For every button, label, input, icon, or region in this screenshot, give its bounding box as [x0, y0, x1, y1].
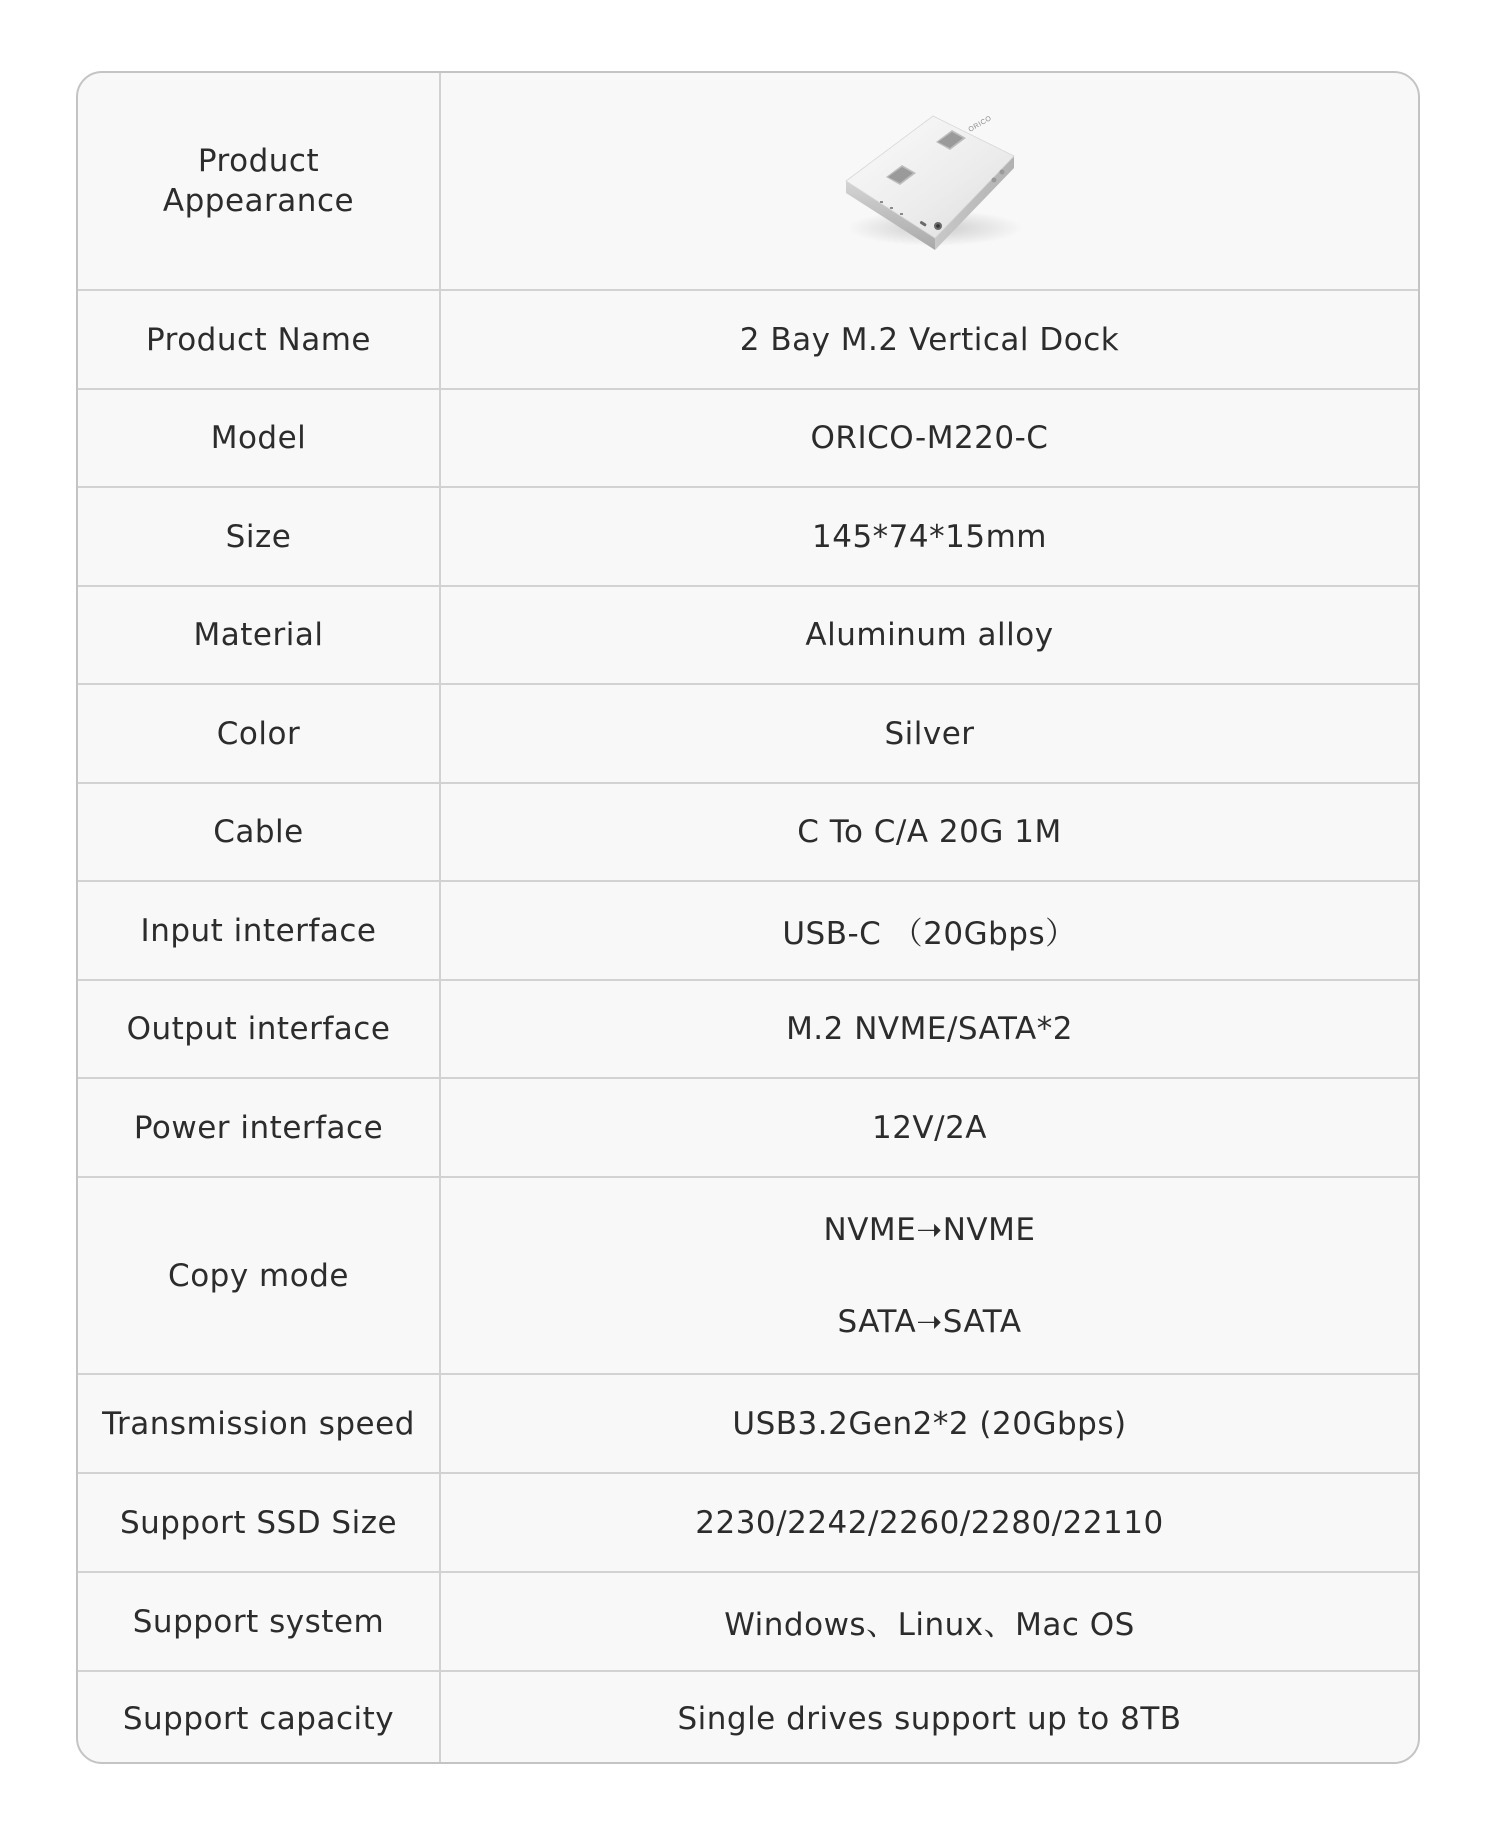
row-label: Cable [213, 814, 304, 850]
row-value: Single drives support up to 8TB [677, 1701, 1182, 1737]
row-label: Copy mode [168, 1257, 349, 1294]
row-value: Aluminum alloy [805, 617, 1054, 653]
row-label: Support SSD Size [119, 1504, 398, 1541]
table-row [78, 1573, 1418, 1672]
row-value: Windows、Linux、Mac OS [724, 1607, 1135, 1643]
table-row [78, 1672, 1418, 1764]
spec-table [76, 71, 1420, 1764]
row-label: Support capacity [122, 1701, 395, 1737]
copy-mode-option: SATA➝SATA [837, 1303, 1022, 1340]
table-row [78, 1375, 1418, 1474]
row-value [441, 73, 1418, 289]
row-label: Transmission speed [102, 1405, 415, 1442]
row-label: Color [216, 715, 301, 752]
product-image [830, 106, 1030, 256]
row-value: Silver [884, 715, 975, 752]
row-label: Output interface [126, 1011, 391, 1047]
product-logo: ORICO [967, 114, 993, 134]
table-row [78, 488, 1418, 587]
row-label: Model [210, 420, 307, 456]
table-row-appearance [78, 73, 1418, 291]
row-label: Size [225, 518, 292, 555]
row-label: Power interface [133, 1109, 384, 1146]
copy-mode-option: NVME➝NVME [823, 1211, 1036, 1248]
row-value: 12V/2A [871, 1109, 988, 1146]
row-value: USB3.2Gen2*2 (20Gbps) [732, 1405, 1127, 1442]
table-row [78, 685, 1418, 784]
table-row [78, 882, 1418, 981]
row-label: Material [193, 617, 324, 653]
row-label: Support system [132, 1603, 385, 1640]
row-value: M.2 NVME/SATA*2 [786, 1011, 1073, 1047]
table-row [78, 587, 1418, 685]
table-row [78, 784, 1418, 882]
table-row [78, 291, 1418, 390]
table-row [78, 1178, 1418, 1375]
table-row [78, 1079, 1418, 1178]
row-value: 2230/2242/2260/2280/22110 [695, 1504, 1164, 1541]
table-row [78, 1474, 1418, 1573]
row-value: 145*74*15mm [812, 518, 1047, 555]
row-value: USB-C （20Gbps） [782, 916, 1077, 952]
row-value: C To C/A 20G 1M [797, 814, 1062, 850]
table-row [78, 390, 1418, 488]
row-label: Product Appearance [162, 143, 355, 219]
row-value [441, 1178, 1418, 1373]
row-label: Product Name [145, 321, 371, 358]
table-row [78, 981, 1418, 1079]
row-value: 2 Bay M.2 Vertical Dock [739, 321, 1120, 358]
row-label: Input interface [140, 912, 377, 949]
row-value: ORICO-M220-C [810, 420, 1049, 456]
